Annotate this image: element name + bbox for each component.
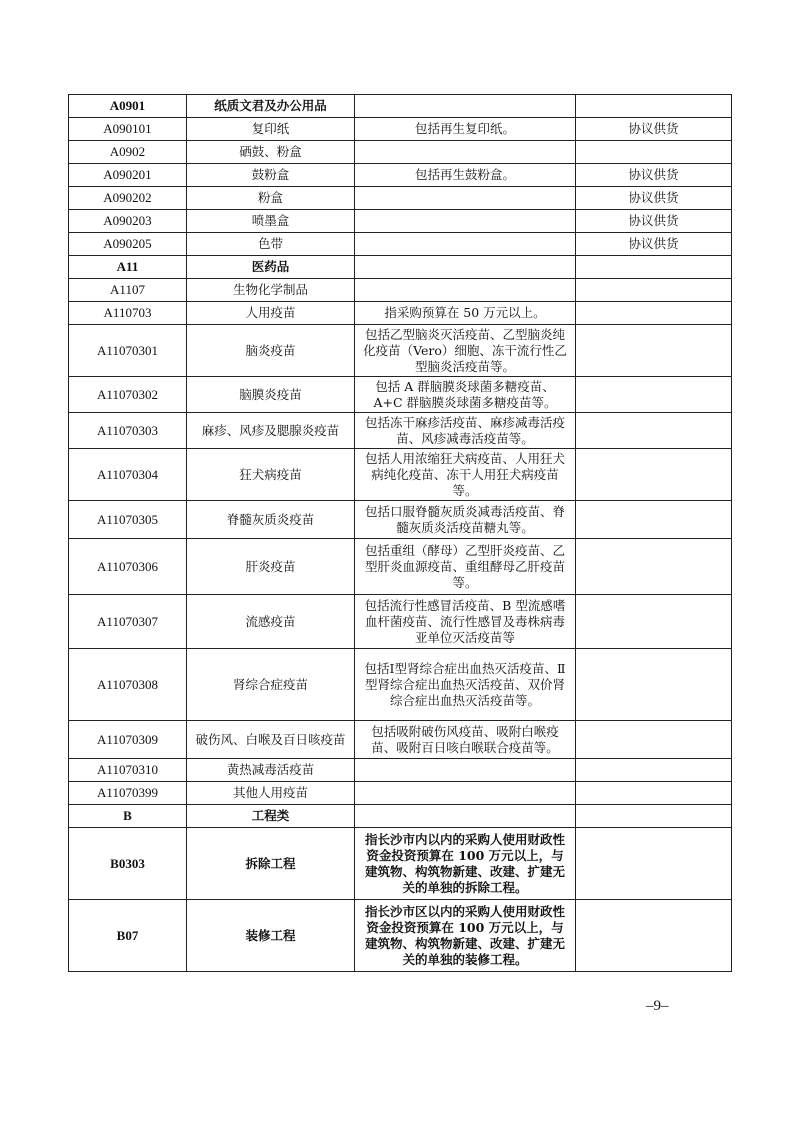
table-row	[69, 141, 732, 164]
item-name-cell: 生物化学制品	[187, 279, 355, 302]
item-description-cell: 包括吸附破伤风疫苗、吸附白喉疫苗、吸附百日咳白喉联合疫苗等。	[355, 721, 576, 759]
table-row	[69, 721, 732, 759]
item-code-cell: A11070308	[69, 649, 187, 721]
page-number: –9–	[646, 998, 669, 1014]
item-code-cell: A11	[69, 256, 187, 279]
item-code-cell: B0303	[69, 828, 187, 900]
table-row	[69, 828, 732, 900]
item-name-cell: 纸质文君及办公用品	[187, 95, 355, 118]
table-row	[69, 325, 732, 377]
item-name-cell: 肝炎疫苗	[187, 539, 355, 595]
procurement-method-cell: 协议供货	[576, 118, 732, 141]
table-row	[69, 233, 732, 256]
procurement-method-cell	[576, 279, 732, 302]
procurement-method-cell	[576, 782, 732, 805]
item-code-cell: A110703	[69, 302, 187, 325]
item-description-cell: 指长沙市内以内的采购人使用财政性资金投资预算在 100 万元以上，与建筑物、构筑物新建、改建、扩建无关的单独的拆除工程。	[355, 828, 576, 900]
table-row	[69, 118, 732, 141]
item-name-cell: 人用疫苗	[187, 302, 355, 325]
item-code-cell: A11070302	[69, 377, 187, 413]
table-row	[69, 256, 732, 279]
item-description-cell	[355, 256, 576, 279]
procurement-method-cell	[576, 256, 732, 279]
table-row	[69, 377, 732, 413]
procurement-method-cell	[576, 141, 732, 164]
table-row	[69, 187, 732, 210]
item-description-cell	[355, 805, 576, 828]
item-description-cell	[355, 141, 576, 164]
procurement-method-cell	[576, 95, 732, 118]
item-name-cell: 鼓粉盒	[187, 164, 355, 187]
table-row	[69, 95, 732, 118]
table-row	[69, 782, 732, 805]
table-row	[69, 900, 732, 972]
item-description-cell: 包括 A 群脑膜炎球菌多糖疫苗、A+C 群脑膜炎球菌多糖疫苗等。	[355, 377, 576, 413]
item-name-cell: 狂犬病疫苗	[187, 449, 355, 501]
item-name-cell: 硒鼓、粉盒	[187, 141, 355, 164]
item-code-cell: A11070303	[69, 413, 187, 449]
item-code-cell: A11070301	[69, 325, 187, 377]
item-description-cell: 包括流行性感冒活疫苗、B 型流感嗜血杆菌疫苗、流行性感冒及毒株病毒亚单位灭活疫苗等	[355, 595, 576, 649]
item-name-cell: 色带	[187, 233, 355, 256]
item-description-cell: 包括乙型脑炎灭活疫苗、乙型脑炎纯化疫苗（Vero）细胞、冻干流行性乙型脑炎活疫苗等。	[355, 325, 576, 377]
item-description-cell: 包括冻干麻疹活疫苗、麻疹减毒活疫苗、风疹减毒活疫苗等。	[355, 413, 576, 449]
procurement-method-cell	[576, 449, 732, 501]
item-name-cell: 工程类	[187, 805, 355, 828]
item-code-cell: A0901	[69, 95, 187, 118]
table-row	[69, 759, 732, 782]
table-row	[69, 649, 732, 721]
table-row	[69, 210, 732, 233]
item-description-cell: 包括再生复印纸。	[355, 118, 576, 141]
item-description-cell: 包括口服脊髓灰质炎减毒活疫苗、脊髓灰质炎活疫苗糖丸等。	[355, 501, 576, 539]
item-description-cell: 包括再生鼓粉盒。	[355, 164, 576, 187]
procurement-method-cell	[576, 325, 732, 377]
procurement-method-cell	[576, 302, 732, 325]
item-name-cell: 肾综合症疫苗	[187, 649, 355, 721]
table-row	[69, 164, 732, 187]
item-code-cell: A11070399	[69, 782, 187, 805]
item-description-cell	[355, 782, 576, 805]
item-description-cell	[355, 759, 576, 782]
procurement-method-cell	[576, 539, 732, 595]
item-name-cell: 拆除工程	[187, 828, 355, 900]
item-description-cell: 指采购预算在 50 万元以上。	[355, 302, 576, 325]
item-name-cell: 脊髓灰质炎疫苗	[187, 501, 355, 539]
item-code-cell: A11070305	[69, 501, 187, 539]
item-code-cell: A11070310	[69, 759, 187, 782]
item-name-cell: 脑炎疫苗	[187, 325, 355, 377]
procurement-method-cell	[576, 595, 732, 649]
table-row	[69, 279, 732, 302]
item-code-cell: A1107	[69, 279, 187, 302]
item-description-cell	[355, 95, 576, 118]
procurement-method-cell: 协议供货	[576, 187, 732, 210]
item-name-cell: 破伤风、白喉及百日咳疫苗	[187, 721, 355, 759]
item-name-cell: 粉盒	[187, 187, 355, 210]
item-name-cell: 喷墨盒	[187, 210, 355, 233]
item-code-cell: A11070307	[69, 595, 187, 649]
item-code-cell: A090205	[69, 233, 187, 256]
item-code-cell: A090201	[69, 164, 187, 187]
table-row	[69, 449, 732, 501]
procurement-method-cell	[576, 377, 732, 413]
catalog-table-body	[69, 95, 732, 972]
item-name-cell: 脑膜炎疫苗	[187, 377, 355, 413]
item-name-cell: 装修工程	[187, 900, 355, 972]
item-code-cell: A11070306	[69, 539, 187, 595]
item-description-cell	[355, 187, 576, 210]
item-code-cell: B	[69, 805, 187, 828]
item-description-cell: 包括人用浓缩狂犬病疫苗、人用狂犬病纯化疫苗、冻干人用狂犬病疫苗等。	[355, 449, 576, 501]
procurement-method-cell	[576, 501, 732, 539]
procurement-method-cell	[576, 828, 732, 900]
table-row	[69, 302, 732, 325]
table-row	[69, 413, 732, 449]
procurement-method-cell: 协议供货	[576, 164, 732, 187]
procurement-method-cell: 协议供货	[576, 233, 732, 256]
item-description-cell: 包括Ⅰ型肾综合症出血热灭活疫苗、Ⅱ型肾综合症出血热灭活疫苗、双价肾综合症出血热灭活疫苗等。	[355, 649, 576, 721]
table-row	[69, 539, 732, 595]
procurement-method-cell	[576, 413, 732, 449]
item-code-cell: B07	[69, 900, 187, 972]
item-name-cell: 麻疹、风疹及腮腺炎疫苗	[187, 413, 355, 449]
procurement-method-cell	[576, 900, 732, 972]
item-description-cell: 指长沙市区以内的采购人使用财政性资金投资预算在 100 万元以上，与建筑物、构筑物新建、改建、扩建无关的单独的装修工程。	[355, 900, 576, 972]
table-row	[69, 501, 732, 539]
item-description-cell	[355, 279, 576, 302]
item-description-cell	[355, 233, 576, 256]
procurement-catalog-table	[68, 94, 732, 972]
procurement-method-cell	[576, 759, 732, 782]
item-code-cell: A11070309	[69, 721, 187, 759]
item-name-cell: 医药品	[187, 256, 355, 279]
item-name-cell: 流感疫苗	[187, 595, 355, 649]
item-code-cell: A090203	[69, 210, 187, 233]
item-name-cell: 复印纸	[187, 118, 355, 141]
item-name-cell: 黄热减毒活疫苗	[187, 759, 355, 782]
procurement-method-cell	[576, 805, 732, 828]
procurement-method-cell: 协议供货	[576, 210, 732, 233]
item-description-cell	[355, 210, 576, 233]
table-row	[69, 805, 732, 828]
item-name-cell: 其他人用疫苗	[187, 782, 355, 805]
item-code-cell: A090202	[69, 187, 187, 210]
procurement-method-cell	[576, 721, 732, 759]
item-description-cell: 包括重组（酵母）乙型肝炎疫苗、乙型肝炎血源疫苗、重组酵母乙肝疫苗等。	[355, 539, 576, 595]
item-code-cell: A0902	[69, 141, 187, 164]
table-row	[69, 595, 732, 649]
procurement-method-cell	[576, 649, 732, 721]
item-code-cell: A11070304	[69, 449, 187, 501]
item-code-cell: A090101	[69, 118, 187, 141]
